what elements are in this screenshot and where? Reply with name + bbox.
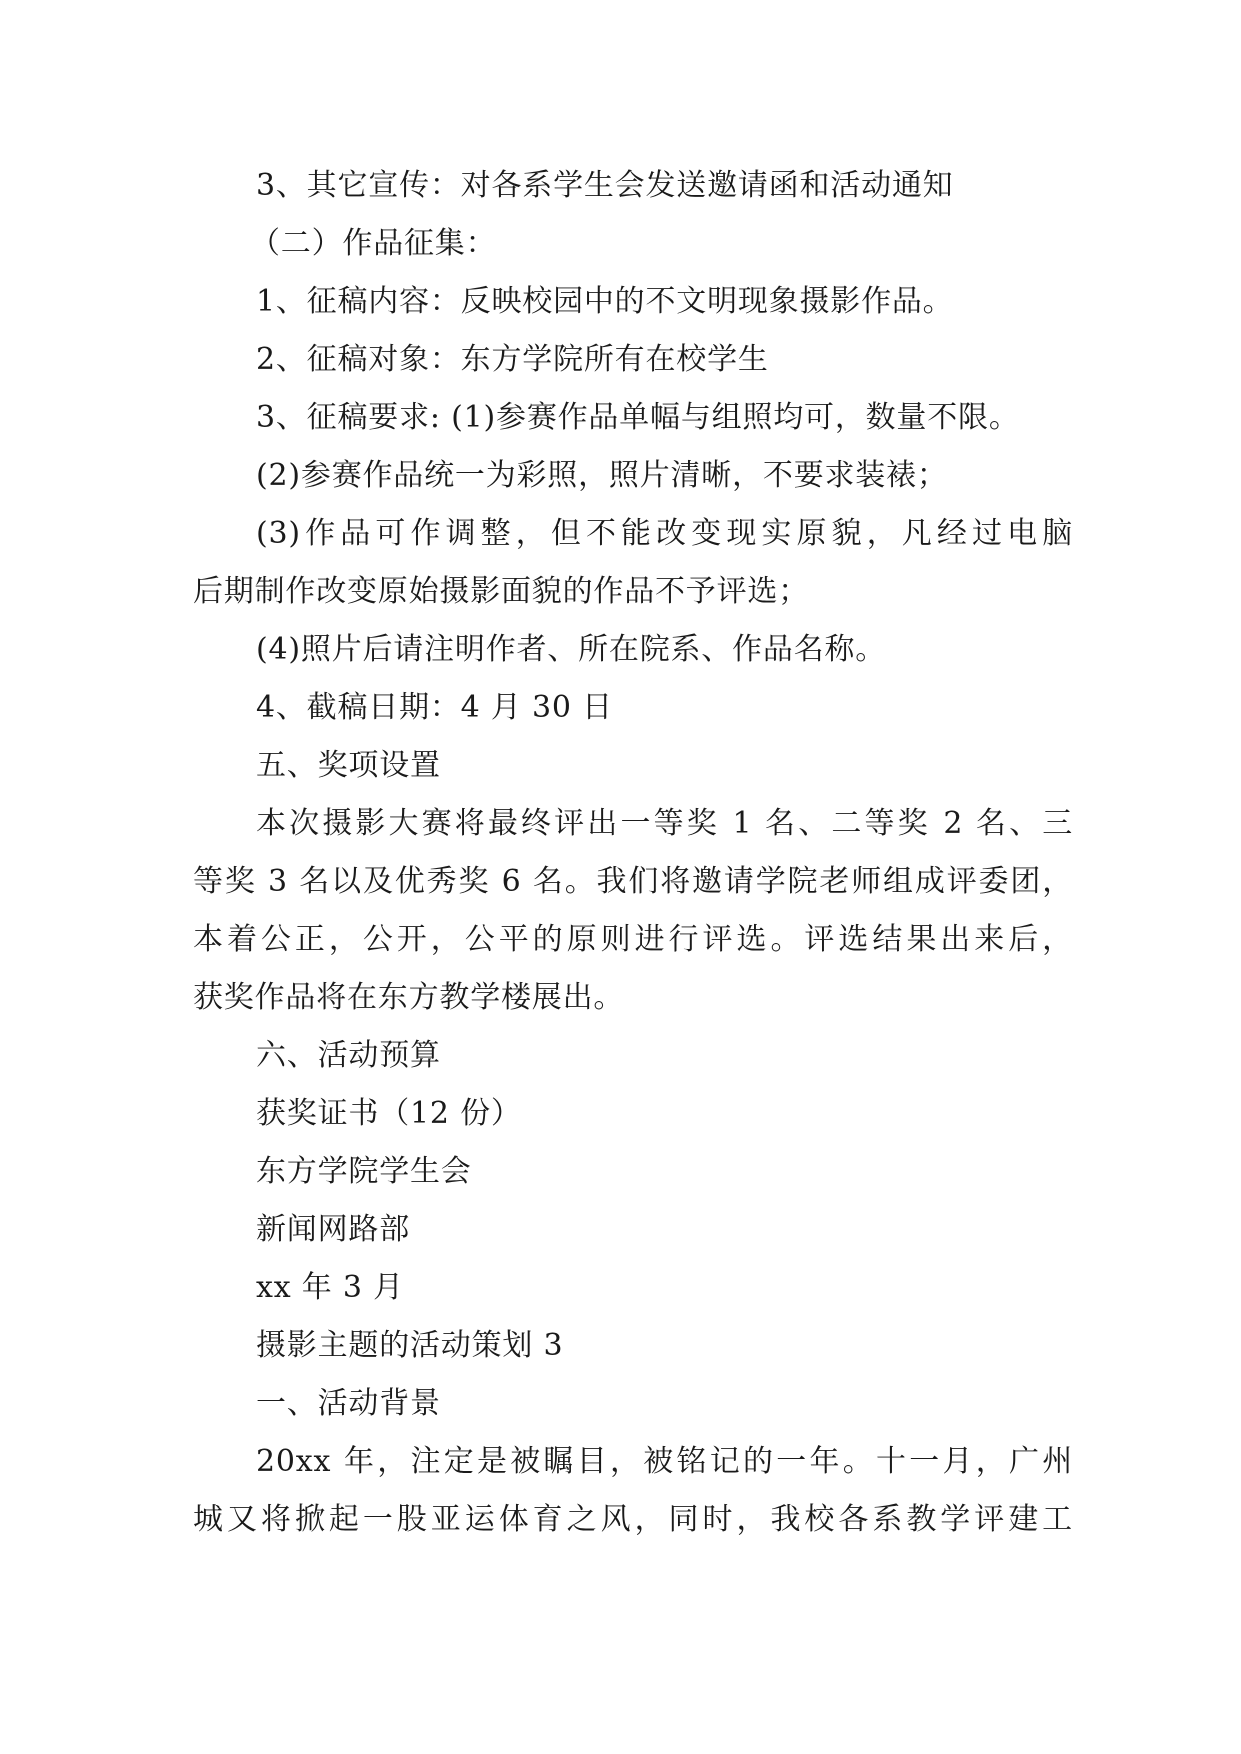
section-heading: 六、活动预算: [256, 1038, 441, 1073]
section-heading: 五、奖项设置: [256, 748, 441, 783]
paragraph-line: 20xx 年，注定是被瞩目，被铭记的一年。十一月，广州: [256, 1444, 1073, 1479]
signature-date: xx 年 3 月: [256, 1270, 404, 1305]
document-title: 摄影主题的活动策划 3: [256, 1328, 564, 1363]
paragraph-line: 后期制作改变原始摄影面貌的作品不予评选；: [193, 574, 809, 609]
paragraph-line: 3、征稿要求: (1)参赛作品单幅与组照均可，数量不限。: [256, 400, 1020, 435]
paragraph-line: 获奖作品将在东方教学楼展出。: [193, 980, 625, 1015]
paragraph-line: 等奖 3 名以及优秀奖 6 名。我们将邀请学院老师组成评委团，: [193, 864, 1073, 899]
section-heading: （二）作品征集：: [250, 226, 497, 261]
paragraph-line: 3、其它宣传：对各系学生会发送邀请函和活动通知: [256, 168, 954, 203]
paragraph-line: (2)参赛作品统一为彩照，照片清晰，不要求装裱；: [256, 458, 948, 493]
paragraph-line: (4)照片后请注明作者、所在院系、作品名称。: [256, 632, 887, 667]
signature-org: 东方学院学生会: [256, 1154, 472, 1189]
paragraph-line: 2、征稿对象：东方学院所有在校学生: [256, 342, 769, 377]
paragraph-line: 城又将掀起一股亚运体育之风，同时，我校各系教学评建工: [193, 1502, 1073, 1537]
section-heading: 一、活动背景: [256, 1386, 441, 1421]
paragraph-line: 本次摄影大赛将最终评出一等奖 1 名、二等奖 2 名、三: [256, 806, 1073, 841]
paragraph-line: (3)作品可作调整，但不能改变现实原貌，凡经过电脑: [256, 516, 1073, 551]
paragraph-line: 本着公正，公开，公平的原则进行评选。评选结果出来后，: [193, 922, 1073, 957]
signature-dept: 新闻网路部: [256, 1212, 410, 1247]
paragraph-line: 1、征稿内容：反映校园中的不文明现象摄影作品。: [256, 284, 954, 319]
paragraph-line: 4、截稿日期：4 月 30 日: [256, 690, 613, 725]
paragraph-line: 获奖证书（12 份）: [256, 1096, 522, 1131]
